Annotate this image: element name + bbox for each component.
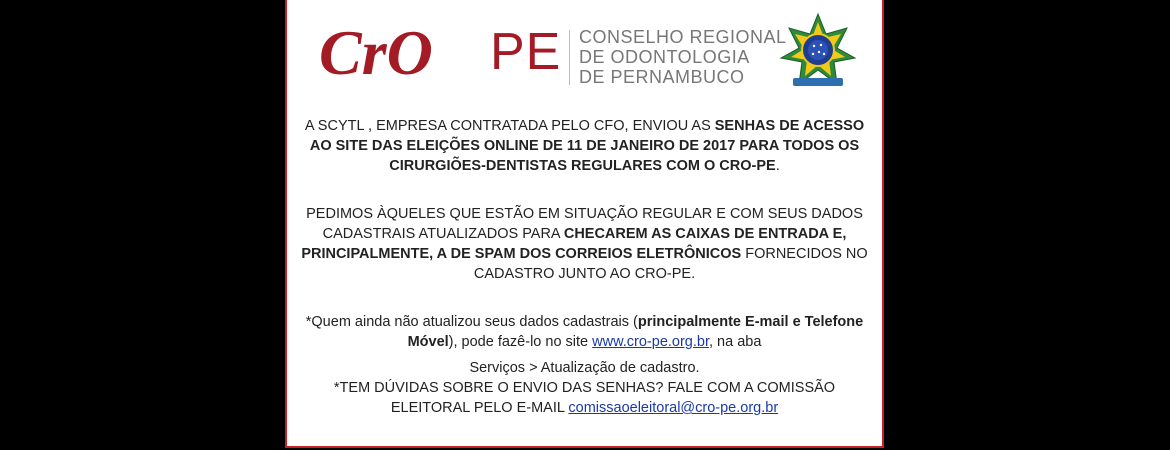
announcement-panel bbox=[285, 0, 884, 448]
p3-text-bold: principalmente E-mail e Telefone Móvel bbox=[407, 314, 864, 350]
p3-text-c: ), pode fazê-lo no site bbox=[448, 334, 593, 350]
paragraph-contact bbox=[297, 378, 872, 418]
p2-text-bold: CHECAREM AS CAIXAS DE ENTRADA E, PRINCIPALMENTE, A DE SPAM DOS CORREIOS ELETRÔNICOS bbox=[301, 226, 847, 262]
council-name bbox=[579, 27, 787, 87]
p3-text-d: , na aba bbox=[709, 334, 762, 350]
pe-logo-text: PE bbox=[490, 23, 562, 81]
logo-divider bbox=[569, 30, 570, 85]
p3-services-path: Serviços > Atualização de cadastro. bbox=[469, 360, 700, 376]
council-name-line-3: DE PERNAMBUCO bbox=[579, 67, 745, 87]
email-link[interactable]: comissaoeleitoral@cro-pe.org.br bbox=[568, 400, 779, 416]
p2-text-a: PEDIMOS ÀQUELES QUE ESTÃO EM SITUAÇÃO REGULAR E COM SEUS DADOS CADASTRAIS ATUALIZADOS PARA bbox=[306, 206, 863, 242]
council-name-line-2: DE ODONTOLOGIA bbox=[579, 47, 750, 67]
council-name-line-1: CONSELHO REGIONAL bbox=[579, 27, 787, 47]
site-link[interactable]: www.cro-pe.org.br bbox=[592, 334, 709, 350]
p4-text-a: *TEM DÚVIDAS SOBRE O ENVIO DAS SENHAS? FALE COM A COMISSÃO ELEITORAL PELO E-MAIL bbox=[333, 380, 836, 416]
p1-text-a: A SCYTL , EMPRESA CONTRATADA PELO CFO, ENVIOU AS bbox=[304, 118, 715, 134]
p3-text-a: *Quem ainda não atualizou seus dados cadastrais ( bbox=[305, 314, 638, 330]
paragraph-check-inbox bbox=[297, 204, 872, 284]
p2-text-c: FORNECIDOS NO CADASTRO JUNTO AO CRO-PE. bbox=[473, 246, 868, 282]
cro-logo-text: CrO bbox=[319, 18, 433, 88]
paragraph-passwords-sent bbox=[297, 116, 872, 176]
p1-text-end: . bbox=[775, 158, 780, 174]
p1-text-bold: SENHAS DE ACESSO AO SITE DAS ELEIÇÕES ONLINE DE 11 DE JANEIRO DE 2017 PARA TODOS OS CIRURGIÕES-DENTISTAS REGULARES COM O CRO-PE bbox=[309, 118, 865, 174]
paragraph-update-data bbox=[297, 312, 872, 378]
brazil-coat-of-arms-icon bbox=[779, 12, 857, 90]
cro-logo bbox=[317, 18, 517, 88]
